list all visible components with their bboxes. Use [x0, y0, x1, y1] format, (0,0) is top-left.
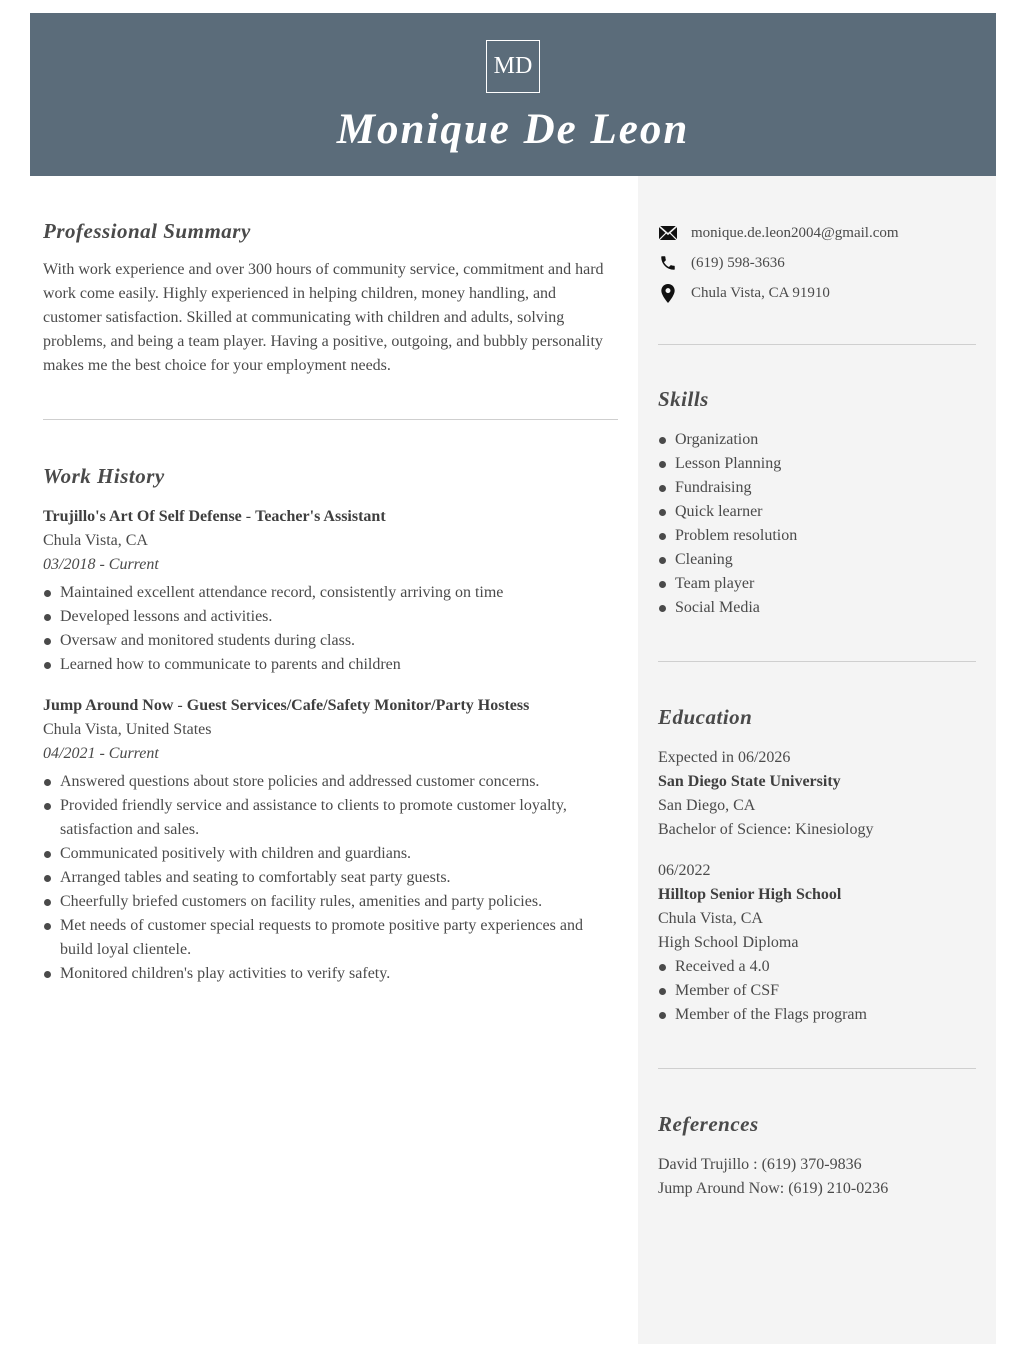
list-item: Member of the Flags program [658, 1003, 976, 1027]
job-separator: - [173, 697, 187, 714]
contact-info [658, 218, 976, 308]
sidebar [638, 176, 996, 1344]
list-item: Arranged tables and seating to comfortably seat party guests. [43, 866, 618, 890]
list-item: Member of CSF [658, 979, 976, 1003]
candidate-name: Monique De Leon [336, 106, 690, 153]
education-list [658, 746, 976, 1044]
list-item: Maintained excellent attendance record, consistently arriving on time [43, 581, 618, 605]
education-degree: High School Diploma [658, 934, 799, 951]
education-highlights [658, 955, 976, 1027]
list-item: Oversaw and monitored students during class. [43, 629, 618, 653]
section-divider [658, 1068, 976, 1069]
list-item: Met needs of customer special requests to promote positive party experiences and build loyal clientele. [43, 914, 618, 962]
job-heading [43, 694, 618, 718]
skills-heading: Skills [658, 387, 709, 411]
envelope-icon [658, 223, 678, 243]
summary-text: With work experience and over 300 hours of community service, commitment and hard work come easily. Highly experienced in helping children, money handling, and customer satisfaction. Skilled at communicating with children and adults, solving problems, and being a team player. Having a positive, outgoing, and bubbly personality makes me the best choice for your employment needs. [43, 261, 604, 374]
work-history-heading: Work History [43, 464, 165, 488]
contact-email-row [658, 218, 976, 248]
job-separator: - [241, 508, 256, 525]
reference-item: David Trujillo : (619) 370-9836 [658, 1156, 862, 1173]
reference-item: Jump Around Now: (619) 210-0236 [658, 1180, 889, 1197]
job-employer: Jump Around Now [43, 697, 174, 714]
phone-icon [658, 253, 678, 273]
job-dates: 03/2018 - Current [43, 556, 159, 573]
education-school: San Diego State University [658, 773, 841, 790]
references-list [658, 1153, 888, 1201]
job-entry [43, 694, 618, 986]
location-pin-icon [658, 283, 678, 303]
education-date: Expected in 06/2026 [658, 749, 791, 766]
skill-item: Team player [658, 572, 797, 596]
list-item: Learned how to communicate to parents and children [43, 653, 618, 677]
list-item: Provided friendly service and assistance to clients to promote customer loyalty, satisfaction and sales. [43, 794, 618, 842]
education-entry [658, 859, 976, 1027]
education-location: Chula Vista, CA [658, 910, 763, 927]
job-entry [43, 505, 618, 677]
contact-phone[interactable]: (619) 598-3636 [691, 254, 785, 271]
contact-phone-row [658, 248, 976, 278]
section-divider [658, 661, 976, 662]
job-position: Guest Services/Cafe/Safety Monitor/Party Hostess [186, 697, 530, 714]
education-location: San Diego, CA [658, 797, 756, 814]
section-divider [43, 419, 618, 420]
job-location: Chula Vista, CA [43, 532, 148, 549]
job-employer: Trujillo's Art Of Self Defense [43, 508, 242, 525]
skill-item: Cleaning [658, 548, 797, 572]
list-item: Answered questions about store policies and addressed customer concerns. [43, 770, 618, 794]
list-item: Received a 4.0 [658, 955, 976, 979]
resume-header [30, 13, 996, 176]
summary-heading: Professional Summary [43, 219, 251, 243]
job-duties [43, 770, 618, 986]
skills-list [658, 428, 797, 620]
job-location: Chula Vista, United States [43, 721, 212, 738]
references-heading: References [658, 1112, 759, 1136]
education-date: 06/2022 [658, 862, 711, 879]
skill-item: Quick learner [658, 500, 797, 524]
monogram: MD [486, 40, 540, 93]
list-item: Communicated positively with children and guardians. [43, 842, 618, 866]
list-item: Monitored children's play activities to verify safety. [43, 962, 618, 986]
education-heading: Education [658, 705, 753, 729]
education-entry [658, 746, 976, 842]
contact-location: Chula Vista, CA 91910 [691, 284, 830, 301]
education-degree: Bachelor of Science: Kinesiology [658, 821, 874, 838]
job-duties [43, 581, 618, 677]
skill-item: Organization [658, 428, 797, 452]
contact-email[interactable]: monique.de.leon2004@gmail.com [691, 224, 899, 241]
job-position: Teacher's Assistant [255, 508, 386, 525]
section-divider [658, 344, 976, 345]
work-history-list [43, 505, 618, 1003]
skill-item: Fundraising [658, 476, 797, 500]
skill-item: Lesson Planning [658, 452, 797, 476]
list-item: Cheerfully briefed customers on facility rules, amenities and party policies. [43, 890, 618, 914]
skill-item: Problem resolution [658, 524, 797, 548]
job-heading [43, 505, 618, 529]
resume-page [30, 13, 996, 1344]
education-school: Hilltop Senior High School [658, 886, 842, 903]
contact-location-row [658, 278, 976, 308]
job-dates: 04/2021 - Current [43, 745, 159, 762]
list-item: Developed lessons and activities. [43, 605, 618, 629]
skill-item: Social Media [658, 596, 797, 620]
